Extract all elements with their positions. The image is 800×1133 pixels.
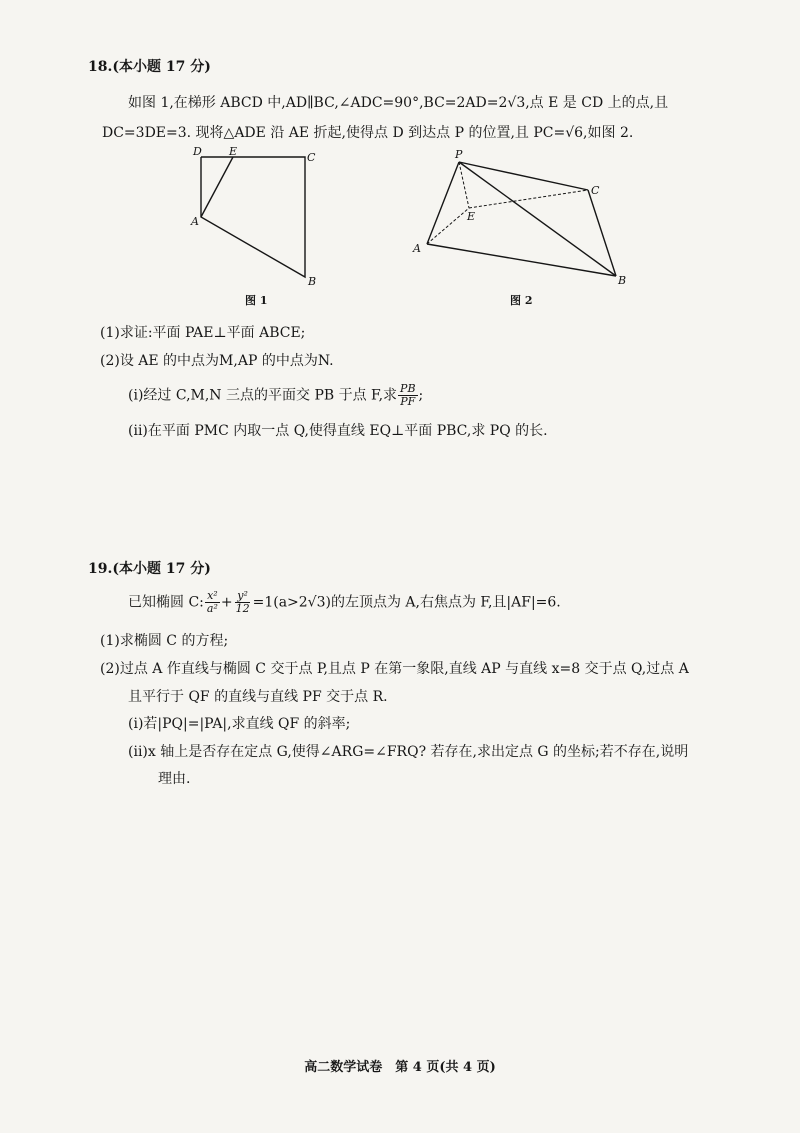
q18-ratio-denominator: PF xyxy=(400,395,416,408)
figure-1-caption: 图 1 xyxy=(245,294,268,307)
q18-part2-i-suffix: ; xyxy=(418,387,424,404)
fig1-label-c: C xyxy=(307,151,316,164)
fig1-segment-ae xyxy=(201,157,233,217)
fig1-label-d: D xyxy=(193,145,202,158)
q19-part2-ii-line1: (ⅱ)x 轴上是否存在定点 G,使得∠ARG=∠FRQ? 若存在,求出定点 G 的坐标;若不存在,说明 xyxy=(128,744,689,760)
fig1-label-b: B xyxy=(308,275,317,288)
fig1-label-e: E xyxy=(229,145,238,158)
q19-part2-i: (ⅰ)若|PQ|=|PA|,求直线 QF 的斜率; xyxy=(128,716,351,732)
q19-fraction-y-numerator: y² xyxy=(237,589,248,602)
q19-fraction-x-denominator: a² xyxy=(206,602,218,615)
q18-ratio-numerator: PB xyxy=(400,382,416,395)
q18-part2-i xyxy=(128,383,423,408)
q19-fraction-y-denominator: 12 xyxy=(235,602,250,615)
fig2-label-p: P xyxy=(455,148,463,161)
fig2-edge-ec xyxy=(469,190,588,208)
q19-header: 19.(本小题 17 分) xyxy=(88,561,211,577)
fig2-label-c: C xyxy=(591,184,600,197)
q18-part2: (2)设 AE 的中点为M,AP 的中点为N. xyxy=(100,353,334,369)
q19-intro-suffix: =1(a>2√3)的左顶点为 A,右焦点为 F,且|AF|=6. xyxy=(252,594,561,611)
figure-2-folded xyxy=(405,148,635,288)
q18-header: 18.(本小题 17 分) xyxy=(88,59,211,75)
fig2-edge-pa xyxy=(427,162,459,244)
q19-intro xyxy=(128,590,561,615)
fig2-edge-ab xyxy=(427,244,616,276)
figure-2-caption: 图 2 xyxy=(510,294,533,307)
q18-intro-line2: DC=3DE=3. 现将△ADE 沿 AE 折起,使得点 D 到达点 P 的位置,且 PC=√6,如图 2. xyxy=(102,125,634,141)
q19-fraction-x-numerator: x² xyxy=(207,589,218,602)
q19-fraction-y xyxy=(234,590,252,615)
q18-part2-i-prefix: (ⅰ)经过 C,M,N 三点的平面交 PB 于点 F,求 xyxy=(128,387,398,404)
q19-part2-line1: (2)过点 A 作直线与椭圆 C 交于点 P,且点 P 在第一象限,直线 AP 与直线 x=8 交于点 Q,过点 A xyxy=(100,661,689,677)
q19-plus-sign: + xyxy=(220,594,233,611)
figure-1-trapezoid xyxy=(185,145,335,295)
fig1-outline xyxy=(201,157,305,277)
q18-intro-line1: 如图 1,在梯形 ABCD 中,AD∥BC,∠ADC=90°,BC=2AD=2√3,点 E 是 CD 上的点,且 xyxy=(128,95,669,111)
q18-ratio-fraction xyxy=(398,383,418,408)
q19-part2-ii-line2: 理由. xyxy=(158,771,191,787)
q19-intro-prefix: 已知椭圆 C: xyxy=(128,594,204,611)
q19-part1: (1)求椭圆 C 的方程; xyxy=(100,633,229,649)
q18-part2-ii: (ⅱ)在平面 PMC 内取一点 Q,使得直线 EQ⊥平面 PBC,求 PQ 的长. xyxy=(128,423,548,439)
page-footer: 高二数学试卷 第 4 页(共 4 页) xyxy=(304,1060,496,1075)
q19-fraction-x xyxy=(205,590,220,615)
q19-part2-line2: 且平行于 QF 的直线与直线 PF 交于点 R. xyxy=(128,689,388,705)
fig2-label-a: A xyxy=(413,242,421,255)
fig1-label-a: A xyxy=(191,215,199,228)
q18-part1: (1)求证:平面 PAE⊥平面 ABCE; xyxy=(100,325,306,341)
fig2-edge-cb xyxy=(588,190,616,276)
fig2-label-b: B xyxy=(618,274,627,287)
fig2-label-e: E xyxy=(467,210,476,223)
